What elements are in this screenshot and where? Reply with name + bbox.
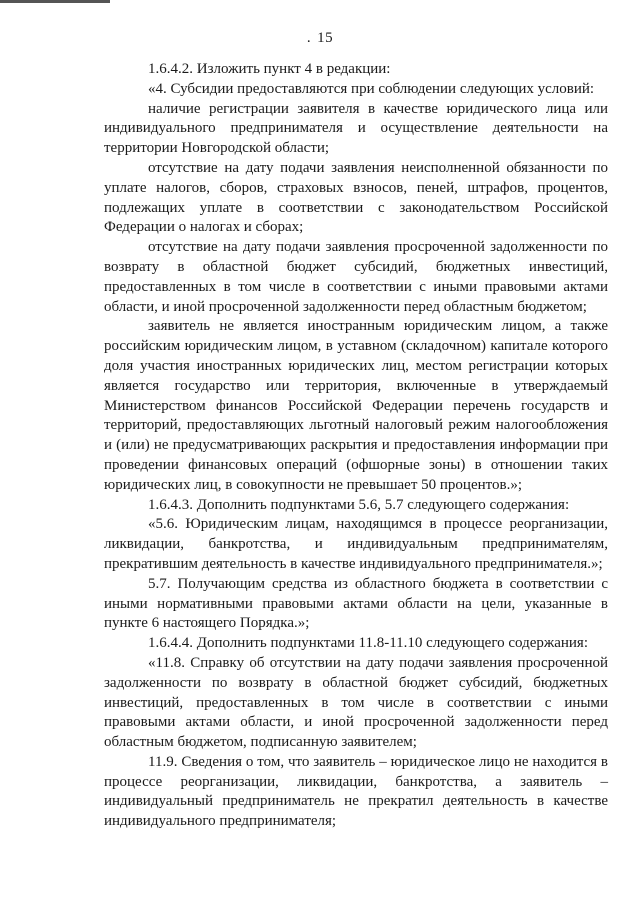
paragraph-1-6-4-3: 1.6.4.3. Дополнить подпунктами 5.6, 5.7 следующего содержания: [148,496,570,513]
paragraph-item-11-9: 11.9. Сведения о том, что заявитель – юридическое лицо не находится в процессе реорганизации, ликвидации, банкротства, а заявитель – индивидуальный предприниматель не прекратил деятельность в качестве индивидуального предпринимателя; [104,753,608,830]
page-number [0,30,640,47]
paragraph-condition-no-tax-debt: отсутствие на дату подачи заявления неисполненной обязанности по уплате налогов, сборов, страховых взносов, пеней, штрафов, процентов, подлежащих уплате в соответствии с законодательством Российской Федерации о налогах и сборах; [104,159,608,236]
paragraph-item-11-8: «11.8. Справку об отсутствии на дату подачи заявления просроченной задолженности по возврату в областной бюджет субсидий, бюджетных инвестиций, предоставленных в том числе в соответствии с иными правовыми актами области, и иной просроченной задолженности перед областным бюджетом, подписанную заявителем; [104,654,608,751]
page-number-value: 15 [317,30,334,46]
paragraph-condition-registration: наличие регистрации заявителя в качестве юридического лица или индивидуального предпринимателя и осуществление деятельности на территории Новгородской области; [104,100,608,157]
document-body [104,60,608,832]
paragraph-condition-no-overdue-debt: отсутствие на дату подачи заявления просроченной задолженности по возврату в областной бюджет субсидий, бюджетных инвестиций, предоставленных в том числе в соответствии с иными правовыми актами области, и иной просроченной задолженности перед областным бюджетом; [104,239,608,315]
paragraph-1-6-4-2: 1.6.4.2. Изложить пункт 4 в редакции: [148,61,391,77]
paragraph-item-4-intro: «4. Субсидии предоставляются при соблюдении следующих условий: [148,80,595,97]
paragraph-1-6-4-4: 1.6.4.4. Дополнить подпунктами 11.8-11.10 следующего содержания: [148,635,589,652]
page-number-mark: . [306,30,312,46]
paragraph-item-5-7: 5.7. Получающим средства из областного бюджета в соответствии с иными нормативными правовыми актами области на цели, указанные в пункте 6 настоящего Порядка.»; [104,575,608,632]
paragraph-condition-not-foreign: заявитель не является иностранным юридическим лицом, а также российским юридическим лицом, в уставном (складочном) капитале которого доля участия иностранных юридических лиц, местом регистрации которых является государство или территория, включенные в утверждаемый Министерством финансов Российской Федерации перечень государств и территорий, предоставляющих льготный налоговый режим налогообложения и (или) не предусматривающих раскрытия и предоставления информации при проведении финансовых операций (офшорные зоны) в отношении таких юридических лиц, в совокупности не превышает 50 процентов.»; [104,318,608,493]
scan-edge-mark [0,0,110,3]
paragraph-item-5-6: «5.6. Юридическим лицам, находящимся в процессе реорганизации, ликвидации, банкротства, и индивидуальным предпринимателям, прекратившим деятельность в качестве индивидуального предпринимателя.»; [104,516,608,572]
